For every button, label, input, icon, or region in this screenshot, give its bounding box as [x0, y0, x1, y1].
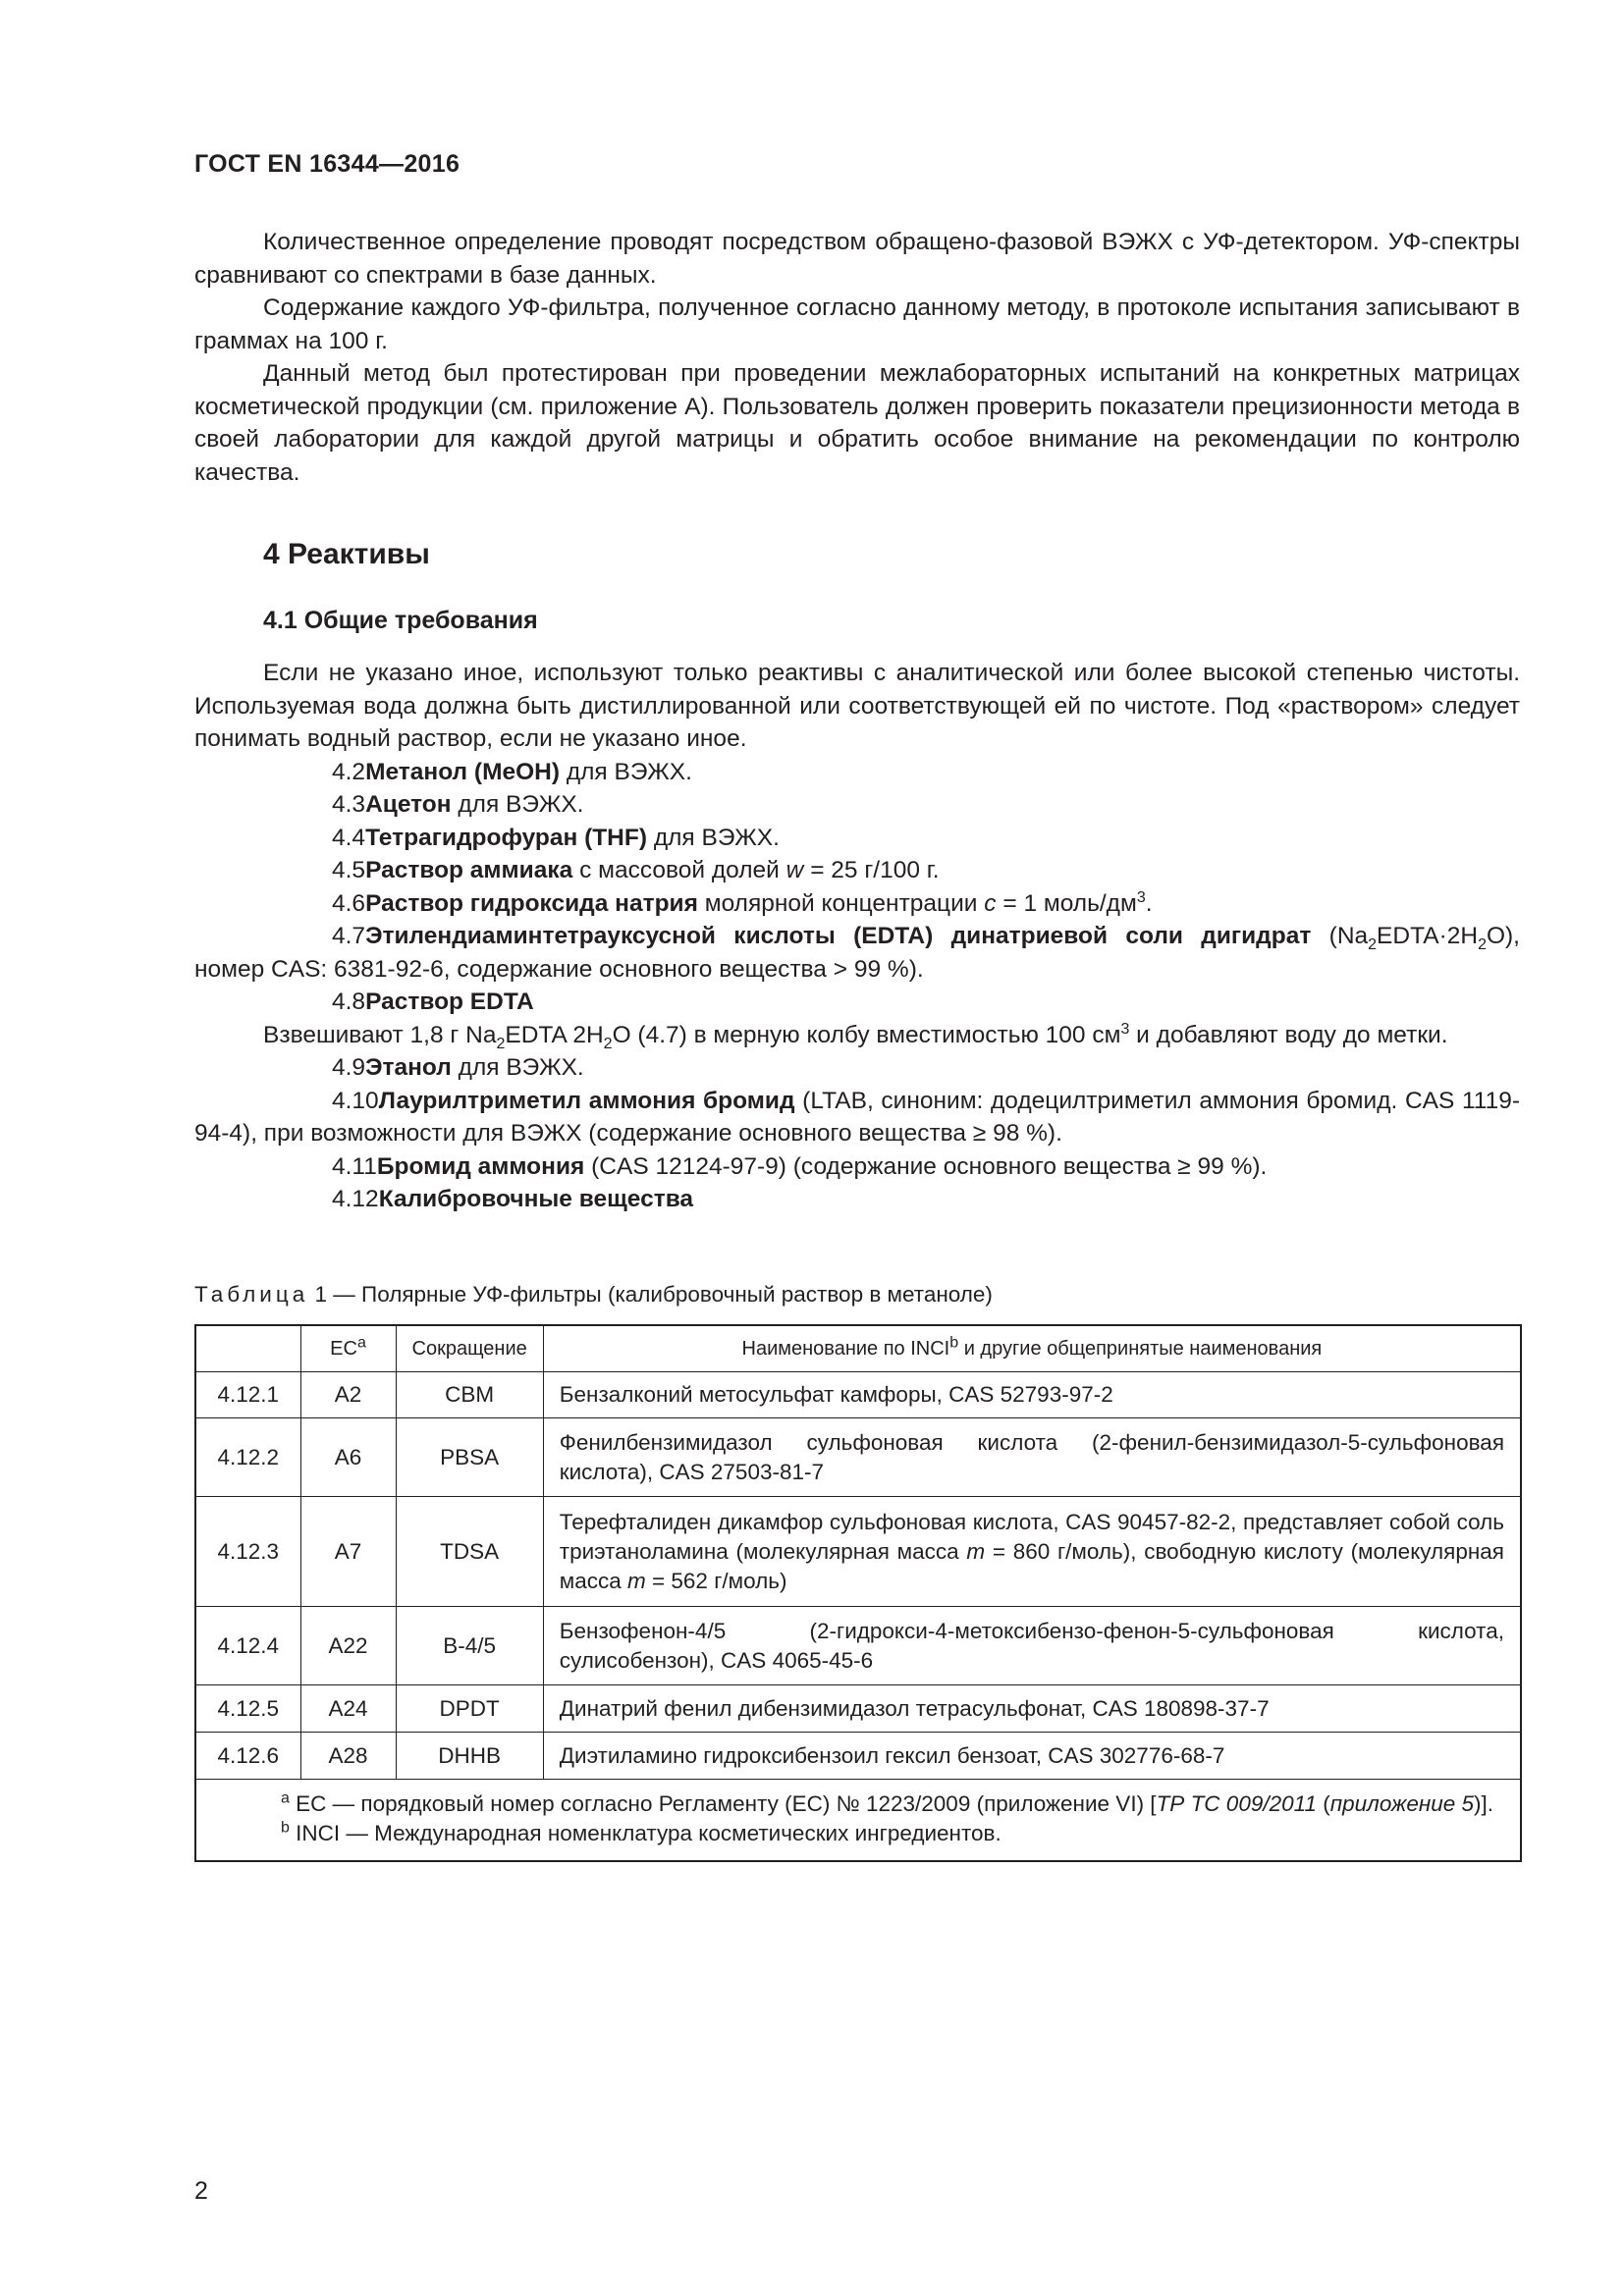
item-4-8: 4.8Раствор EDTA — [332, 988, 534, 1015]
cell-number: 4.12.3 — [195, 1497, 300, 1607]
item-4-4: 4.4Тетрагидрофуран (THF) для ВЭЖХ. — [332, 824, 780, 851]
table-row — [195, 1607, 1521, 1685]
cell-ec: A22 — [300, 1607, 396, 1685]
reagents-list — [194, 657, 1520, 1216]
header-name: Наименование по INCI$^b$ и другие общепринятые наименования — [543, 1325, 1521, 1372]
cell-abbreviation: DPDT — [396, 1685, 543, 1733]
footnote-b: $^b$ INCI — Международная номенклатура косметических ингредиентов. — [281, 1819, 1001, 1845]
cell-abbreviation: B-4/5 — [396, 1607, 543, 1685]
table-notes-row — [195, 1780, 1521, 1862]
table-row — [195, 1733, 1521, 1780]
table-1-caption: Таблица 1 — Полярные УФ-фильтры (калибровочный раствор в метаноле) — [194, 1282, 993, 1307]
item-4-11: 4.11Бромид аммония (CAS 12124-97-9) (содержание основного вещества ≥ 99 %). — [332, 1152, 1268, 1180]
cell-ec: A24 — [300, 1685, 396, 1733]
item-4-7: 4.7Этилендиаминтетрауксусной кислоты (EDTA) динатриевой соли дигидрат $(Na_2EDTA\cdot 2H_2O)$, номер CAS: 6381-92-6, содержание основного вещества > 99 %). — [194, 923, 1520, 983]
item-4-10: 4.10Лаурилтриметил аммония бромид (LTAB, синоним: додецилтриметил аммония бромид. CAS 1119-94-4), при возможности для ВЭЖХ (содержание основного вещества ≥ 98 %). — [194, 1087, 1520, 1147]
page-number: 2 — [194, 2177, 208, 2205]
cell-name: Диэтиламино гидроксибензоил гексил бензоат, CAS 302776-68-7 — [543, 1733, 1521, 1780]
cell-ec: A7 — [300, 1497, 396, 1607]
item-4-3: 4.3Ацетон для ВЭЖХ. — [332, 791, 584, 818]
item-4-9: 4.9Этанол для ВЭЖХ. — [332, 1054, 584, 1081]
cell-abbreviation: CBM — [396, 1372, 543, 1418]
table-row — [195, 1685, 1521, 1733]
table-footnotes — [195, 1780, 1521, 1862]
cell-ec: A28 — [300, 1733, 396, 1780]
table-row — [195, 1497, 1521, 1607]
document-header: ГОСТ EN 16344—2016 — [194, 150, 460, 178]
item-4-5: 4.5Раствор аммиака с массовой долей w = 25 г/100 г. — [332, 857, 940, 883]
cell-name: Динатрий фенил дибензимидазол тетрасульфонат, CAS 180898-37-7 — [543, 1685, 1521, 1733]
cell-abbreviation: PBSA — [396, 1418, 543, 1497]
intro-paragraph-3: Данный метод был протестирован при проведении межлабораторных испытаний на конкретных матрицах косметической продукции (см. приложение А). Пользователь должен проверить показатели прецизионности метода в своей лаборатории для каждой другой матрицы и обратить особое внимание на рекомендации по контролю качества. — [194, 360, 1520, 486]
header-abbreviation: Сокращение — [396, 1325, 543, 1372]
cell-number: 4.12.6 — [195, 1733, 300, 1780]
table-row — [195, 1418, 1521, 1497]
cell-name: Фенилбензимидазол сульфоновая кислота (2-фенил-бензимидазол-5-сульфоновая кислота), CAS 27503-81-7 — [543, 1418, 1521, 1497]
header-number — [195, 1325, 300, 1372]
footnote-a: $^a$ ЕС — порядковый номер согласно Регламенту (ЕС) № 1223/2009 (приложение VI) [ТР ТС 009/2011 (приложение 5)]. — [281, 1789, 1494, 1816]
cell-abbreviation: TDSA — [396, 1497, 543, 1607]
table-1 — [194, 1324, 1522, 1862]
cell-name: Терефталиден дикамфор сульфоновая кислота, CAS 90457-82-2, представляет собой соль триэтаноламина (молекулярная масса m = 860 г/моль), свободную кислоту (молекулярная масса m = 562 г/моль) — [543, 1497, 1521, 1607]
table-header-row — [195, 1325, 1521, 1372]
cell-name: Бензофенон-4/5 (2-гидрокси-4-метоксибензо-фенон-5-сульфоновая кислота, сулисобензон), CAS 4065-45-6 — [543, 1607, 1521, 1685]
cell-ec: A2 — [300, 1372, 396, 1418]
intro-paragraph-1: Количественное определение проводят посредством обращено-фазовой ВЭЖХ с УФ-детектором. УФ-спектры сравнивают со спектрами в базе данных. — [194, 229, 1520, 289]
cell-abbreviation: DHHB — [396, 1733, 543, 1780]
section-4-title: 4 Реактивы — [263, 538, 430, 570]
cell-number: 4.12.4 — [195, 1607, 300, 1685]
header-ec: $ЕС^a$ — [300, 1325, 396, 1372]
cell-number: 4.12.5 — [195, 1685, 300, 1733]
cell-number: 4.12.2 — [195, 1418, 300, 1497]
item-4-8-text: Взвешивают 1,8 г $Na_2EDTA$ $2H_2O$ (4.7) в мерную колбу вместимостью 100 $см^3$ и добавляют воду до метки. — [263, 1020, 1448, 1052]
subsection-4-1-text: Если не указано иное, используют только реактивы с аналитической или более высокой степенью чистоты. Используемая вода должна быть дистиллированной или соответствующей ей по чистоте. Под «раствором» следует понимать водный раствор, если не указано иное. — [194, 660, 1520, 752]
item-4-2: 4.2Метанол (MeOH) для ВЭЖХ. — [332, 758, 692, 785]
intro-paragraph-2: Содержание каждого УФ-фильтра, полученное согласно данному методу, в протоколе испытания записывают в граммах на 100 г. — [194, 294, 1520, 354]
item-4-6: 4.6Раствор гидроксида натрия молярной концентрации c = 1 моль/$дм^3$. — [332, 888, 1153, 917]
cell-ec: A6 — [300, 1418, 396, 1497]
cell-name: Бензалконий метосульфат камфоры, CAS 52793-97-2 — [543, 1372, 1521, 1418]
intro-text — [194, 226, 1520, 489]
cell-number: 4.12.1 — [195, 1372, 300, 1418]
subsection-4-1-title: 4.1 Общие требования — [263, 607, 538, 634]
item-4-12: 4.12Калибровочные вещества — [332, 1186, 694, 1212]
table-row — [195, 1372, 1521, 1418]
